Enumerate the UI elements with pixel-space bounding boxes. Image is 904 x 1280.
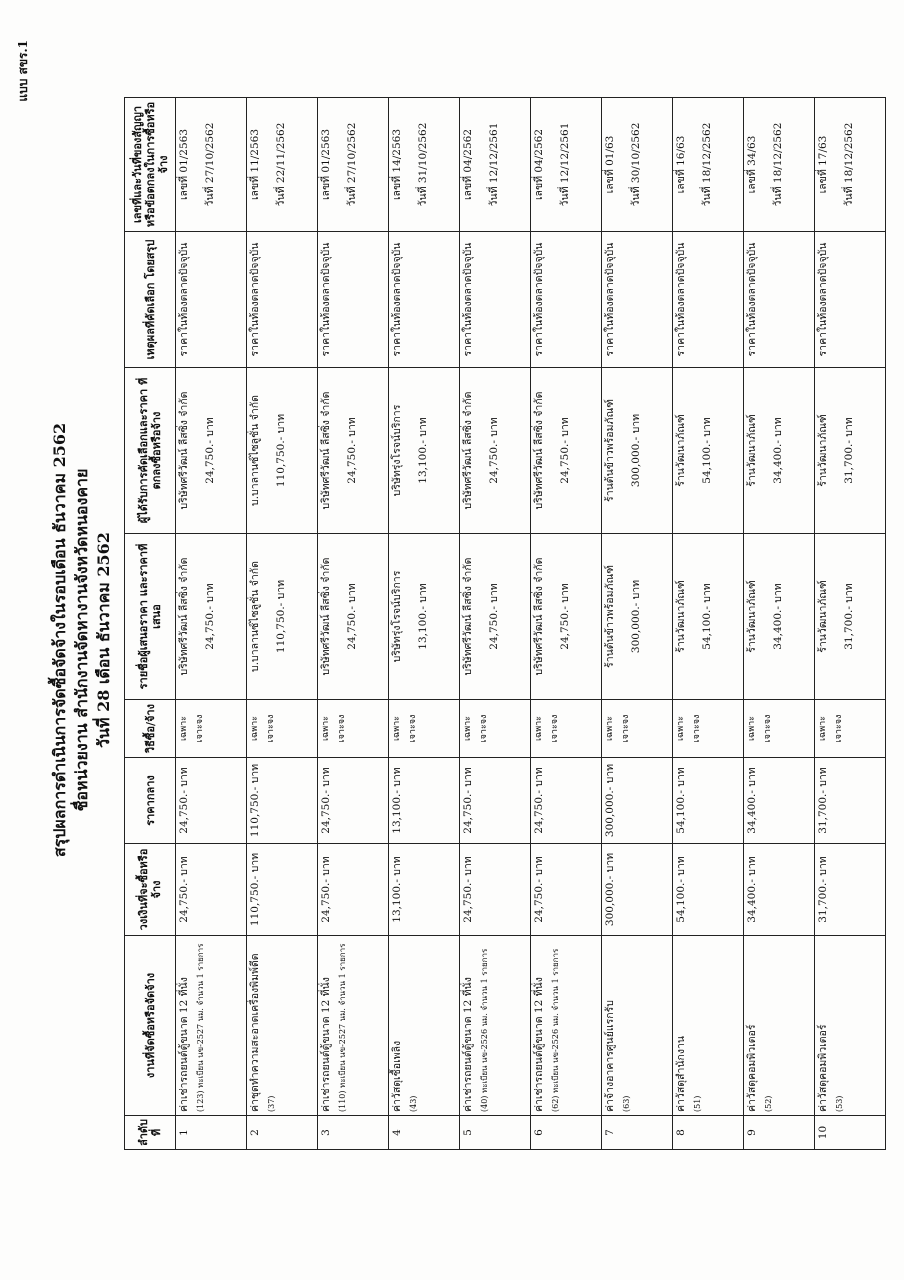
budget-cell: 34,400.- บาท: [744, 844, 815, 936]
winner-cell: [460, 368, 531, 534]
win-price: 24,750.- บาท: [346, 417, 358, 484]
reason-cell: ราคาในท้องตลาดปัจจุบัน: [602, 232, 673, 368]
winner-cell: [602, 368, 673, 534]
header-bidders: รายชื่อผู้เสนอราคา และราคาที่เสนอ: [125, 534, 176, 700]
table-row: [389, 98, 460, 1150]
method-cell: เฉพาะเจาะจง: [389, 700, 460, 758]
reason-cell: ราคาในท้องตลาดปัจจุบัน: [531, 232, 602, 368]
contract-cell: [460, 98, 531, 232]
bidder-cell: [389, 534, 460, 700]
item-name: ค่าเช่ารถยนต์ตู้ขนาด 12 ที่นั่ง: [178, 977, 190, 1112]
header-method: วิธีซื้อ/จ้าง: [125, 700, 176, 758]
budget-cell: 31,700.- บาท: [815, 844, 886, 936]
contract-cell: [247, 98, 318, 232]
row-number: 6: [531, 1116, 602, 1150]
table-row: [531, 98, 602, 1150]
item-note: (40) ทะเบียน นข-2526 นม. จำนวน 1 รายการ: [480, 948, 489, 1112]
contract-date: วันที่ 30/10/2562: [630, 122, 642, 207]
winner-name: บริษัทศรีวัฒน์ ลีสซิ่ง จำกัด: [462, 391, 474, 510]
reason-cell: ราคาในท้องตลาดปัจจุบัน: [247, 232, 318, 368]
item-note: (63): [622, 1095, 631, 1112]
winner-name: ร้านวัฒนาภัณฑ์: [675, 414, 687, 487]
bid-price: 54,100.- บาท: [701, 583, 713, 650]
table-row: [318, 98, 389, 1150]
budget-cell: 110,750.- บาท: [247, 844, 318, 936]
row-number: 5: [460, 1116, 531, 1150]
table-row: [673, 98, 744, 1150]
contract-number: เลขที่ 01/63: [604, 135, 616, 194]
bid-price: 13,100.- บาท: [417, 583, 429, 650]
budget-cell: 24,750.- บาท: [531, 844, 602, 936]
bidder-name: บริษัทศรีวัฒน์ ลีสซิ่ง จำกัด: [533, 557, 545, 676]
winner-cell: [531, 368, 602, 534]
bidder-name: บริษัทศรีวัฒน์ ลีสซิ่ง จำกัด: [462, 557, 474, 676]
bidder-name: ร้านวัฒนาภัณฑ์: [675, 580, 687, 653]
table-row: [176, 98, 247, 1150]
table-row: [815, 98, 886, 1150]
winner-cell: [815, 368, 886, 534]
win-price: 24,750.- บาท: [488, 417, 500, 484]
contract-number: เลขที่ 14/2563: [391, 128, 403, 201]
contract-cell: [602, 98, 673, 232]
median-cell: 300,000.- บาท: [602, 758, 673, 844]
median-cell: 110,750.- บาท: [247, 758, 318, 844]
budget-cell: 13,100.- บาท: [389, 844, 460, 936]
contract-date: วันที่ 18/12/2562: [701, 122, 713, 207]
bid-price: 300,000.- บาท: [630, 579, 642, 654]
bidder-cell: [815, 534, 886, 700]
header-item: งานที่จัดซื้อหรือจัดจ้าง: [125, 936, 176, 1116]
row-number: 1: [176, 1116, 247, 1150]
reason-cell: ราคาในท้องตลาดปัจจุบัน: [389, 232, 460, 368]
median-cell: 34,400.- บาท: [744, 758, 815, 844]
row-number: 8: [673, 1116, 744, 1150]
bidder-cell: [744, 534, 815, 700]
budget-cell: 24,750.- บาท: [460, 844, 531, 936]
contract-cell: [389, 98, 460, 232]
median-cell: 13,100.- บาท: [389, 758, 460, 844]
item-name: ค่าเช่ารถยนต์ตู้ขนาด 12 ที่นั่ง: [462, 977, 474, 1112]
item-name: ค่าวัสดุคอมพิวเตอร์: [817, 1024, 829, 1112]
budget-cell: 24,750.- บาท: [176, 844, 247, 936]
item-note: (43): [409, 1095, 418, 1112]
contract-date: วันที่ 31/10/2562: [417, 122, 429, 207]
header-contract: เลขที่และวันที่ของสัญญา หรือข้อตกลงในการซื้อหรือจ้าง: [125, 98, 176, 232]
bidder-name: บ.บาลานซ์ไซลูชั่น จำกัด: [249, 561, 261, 672]
contract-cell: [744, 98, 815, 232]
item-name: ค่าเช่ารถยนต์ตู้ขนาด 12 ที่นั่ง: [533, 977, 545, 1112]
winner-name: ร้านต้นข้าวพร้อมภัณฑ์: [604, 399, 616, 502]
median-cell: 24,750.- บาท: [318, 758, 389, 844]
method-cell: เฉพาะเจาะจง: [744, 700, 815, 758]
contract-date: วันที่ 22/11/2562: [275, 122, 287, 207]
method-cell: เฉพาะเจาะจง: [815, 700, 886, 758]
contract-number: เลขที่ 04/2562: [533, 128, 545, 201]
bidder-cell: [247, 534, 318, 700]
table-row: [602, 98, 673, 1150]
contract-date: วันที่ 12/12/2561: [559, 122, 571, 207]
table-header-row: [125, 98, 176, 1150]
bidder-name: ร้านวัฒนาภัณฑ์: [817, 580, 829, 653]
method-cell: เฉพาะเจาะจง: [531, 700, 602, 758]
method-cell: เฉพาะเจาะจง: [673, 700, 744, 758]
winner-name: ร้านวัฒนาภัณฑ์: [746, 414, 758, 487]
row-number: 2: [247, 1116, 318, 1150]
win-price: 110,750.- บาท: [275, 413, 287, 488]
item-cell: [176, 936, 247, 1116]
item-name: ค่าชุดทำความสะอาดเครื่องพิมพ์ดีด: [249, 953, 261, 1112]
winner-name: บริษัทรุ่งโรจน์บริการ: [391, 404, 403, 497]
item-note: (51): [693, 1095, 702, 1112]
reason-cell: ราคาในท้องตลาดปัจจุบัน: [744, 232, 815, 368]
bidder-cell: [673, 534, 744, 700]
bidder-cell: [531, 534, 602, 700]
win-price: 13,100.- บาท: [417, 417, 429, 484]
item-cell: [531, 936, 602, 1116]
contract-number: เลขที่ 01/2563: [320, 128, 332, 201]
bidder-cell: [460, 534, 531, 700]
method-cell: เฉพาะเจาะจง: [247, 700, 318, 758]
median-cell: 24,750.- บาท: [176, 758, 247, 844]
agency-name: ชื่อหน่วยงาน สำนักงานจัดหางานจังหวัดหนองคาย: [72, 468, 91, 812]
bid-price: 24,750.- บาท: [346, 583, 358, 650]
median-cell: 54,100.- บาท: [673, 758, 744, 844]
table-row: [460, 98, 531, 1150]
win-price: 24,750.- บาท: [559, 417, 571, 484]
item-cell: [318, 936, 389, 1116]
winner-cell: [389, 368, 460, 534]
item-name: ค่าวัสดุสำนักงาน: [675, 1035, 687, 1112]
item-cell: [460, 936, 531, 1116]
winner-cell: [318, 368, 389, 534]
winner-cell: [673, 368, 744, 534]
win-price: 24,750.- บาท: [204, 417, 216, 484]
bid-price: 24,750.- บาท: [488, 583, 500, 650]
item-note: (62) ทะเบียน นข-2526 นม. จำนวน 1 รายการ: [551, 948, 560, 1112]
item-cell: [744, 936, 815, 1116]
winner-name: บ.บาลานซ์ไซลูชั่น จำกัด: [249, 395, 261, 506]
header-median: ราคากลาง: [125, 758, 176, 844]
row-number: 7: [602, 1116, 673, 1150]
bidder-cell: [176, 534, 247, 700]
item-name: ค่าจ้างอาคารศูนย์แรกรับ: [604, 1000, 616, 1112]
contract-number: เลขที่ 01/2563: [178, 128, 190, 201]
item-cell: [602, 936, 673, 1116]
item-name: ค่าวัสดุคอมพิวเตอร์: [746, 1024, 758, 1112]
row-number: 10: [815, 1116, 886, 1150]
contract-number: เลขที่ 16/63: [675, 135, 687, 194]
contract-cell: [176, 98, 247, 232]
reason-cell: ราคาในท้องตลาดปัจจุบัน: [176, 232, 247, 368]
contract-date: วันที่ 18/12/2562: [772, 122, 784, 207]
row-number: 3: [318, 1116, 389, 1150]
item-cell: [247, 936, 318, 1116]
method-cell: เฉพาะเจาะจง: [176, 700, 247, 758]
winner-name: บริษัทศรีวัฒน์ ลีสซิ่ง จำกัด: [533, 391, 545, 510]
win-price: 54,100.- บาท: [701, 417, 713, 484]
contract-number: เลขที่ 17/63: [817, 135, 829, 194]
bidder-name: บริษัทศรีวัฒน์ ลีสซิ่ง จำกัด: [178, 557, 190, 676]
method-cell: เฉพาะเจาะจง: [318, 700, 389, 758]
win-price: 34,400.- บาท: [772, 417, 784, 484]
document-title: สรุปผลการดำเนินการจัดซื้อจัดจ้างในรอบเดือน ธันวาคม 2562: [50, 422, 69, 858]
bid-price: 31,700.- บาท: [843, 583, 855, 650]
table-row: [247, 98, 318, 1150]
budget-cell: 54,100.- บาท: [673, 844, 744, 936]
method-cell: เฉพาะเจาะจง: [602, 700, 673, 758]
winner-cell: [176, 368, 247, 534]
contract-date: วันที่ 27/10/2562: [346, 122, 358, 207]
contract-cell: [531, 98, 602, 232]
budget-cell: 300,000.- บาท: [602, 844, 673, 936]
bid-price: 34,400.- บาท: [772, 583, 784, 650]
document-date: วันที่ 28 เดือน ธันวาคม 2562: [94, 532, 113, 748]
item-name: ค่าเช่ารถยนต์ตู้ขนาด 12 ที่นั่ง: [320, 977, 332, 1112]
procurement-table: [124, 97, 886, 1150]
winner-name: บริษัทศรีวัฒน์ ลีสซิ่ง จำกัด: [320, 391, 332, 510]
table-row: [744, 98, 815, 1150]
bidder-name: บริษัทศรีวัฒน์ ลีสซิ่ง จำกัด: [320, 557, 332, 676]
item-note: (52): [764, 1095, 773, 1112]
budget-cell: 24,750.- บาท: [318, 844, 389, 936]
item-note: (37): [267, 1095, 276, 1112]
bid-price: 110,750.- บาท: [275, 579, 287, 654]
item-note: (53): [835, 1095, 844, 1112]
header-winner: ผู้ได้รับการคัดเลือกและราคา ที่ตกลงซื้อหรือจ้าง: [125, 368, 176, 534]
item-cell: [673, 936, 744, 1116]
median-cell: 24,750.- บาท: [460, 758, 531, 844]
bidder-name: ร้านวัฒนาภัณฑ์: [746, 580, 758, 653]
win-price: 300,000.- บาท: [630, 413, 642, 488]
bid-price: 24,750.- บาท: [204, 583, 216, 650]
bid-price: 24,750.- บาท: [559, 583, 571, 650]
header-budget: วงเงินที่จะซื้อหรือจ้าง: [125, 844, 176, 936]
contract-cell: [318, 98, 389, 232]
method-cell: เฉพาะเจาะจง: [460, 700, 531, 758]
reason-cell: ราคาในท้องตลาดปัจจุบัน: [318, 232, 389, 368]
median-cell: 31,700.- บาท: [815, 758, 886, 844]
bidder-cell: [318, 534, 389, 700]
contract-number: เลขที่ 04/2562: [462, 128, 474, 201]
contract-cell: [673, 98, 744, 232]
bidder-name: บริษัทรุ่งโรจน์บริการ: [391, 570, 403, 663]
winner-name: บริษัทศรีวัฒน์ ลีสซิ่ง จำกัด: [178, 391, 190, 510]
winner-name: ร้านวัฒนาภัณฑ์: [817, 414, 829, 487]
bidder-cell: [602, 534, 673, 700]
contract-date: วันที่ 12/12/2561: [488, 122, 500, 207]
winner-cell: [744, 368, 815, 534]
contract-number: เลขที่ 11/2563: [249, 128, 261, 201]
median-cell: 24,750.- บาท: [531, 758, 602, 844]
item-note: (110) ทะเบียน นข-2527 นม. จำนวน 1 รายการ: [338, 943, 347, 1112]
win-price: 31,700.- บาท: [843, 417, 855, 484]
row-number: 4: [389, 1116, 460, 1150]
header-reason: เหตุผลที่คัดเลือก โดยสรุป: [125, 232, 176, 368]
reason-cell: ราคาในท้องตลาดปัจจุบัน: [815, 232, 886, 368]
row-number: 9: [744, 1116, 815, 1150]
winner-cell: [247, 368, 318, 534]
item-name: ค่าวัสดุเชื้อเพลิง: [391, 1040, 403, 1112]
contract-cell: [815, 98, 886, 232]
reason-cell: ราคาในท้องตลาดปัจจุบัน: [460, 232, 531, 368]
header-no: ลำดับที่: [125, 1116, 176, 1150]
contract-number: เลขที่ 34/63: [746, 135, 758, 194]
item-cell: [815, 936, 886, 1116]
contract-date: วันที่ 27/10/2562: [204, 122, 216, 207]
reason-cell: ราคาในท้องตลาดปัจจุบัน: [673, 232, 744, 368]
contract-date: วันที่ 18/12/2562: [843, 122, 855, 207]
form-code: แบบ สขร.1: [16, 40, 30, 102]
item-note: (123) ทะเบียน นข-2527 นม. จำนวน 1 รายการ: [196, 943, 205, 1112]
item-cell: [389, 936, 460, 1116]
bidder-name: ร้านต้นข้าวพร้อมภัณฑ์: [604, 565, 616, 668]
